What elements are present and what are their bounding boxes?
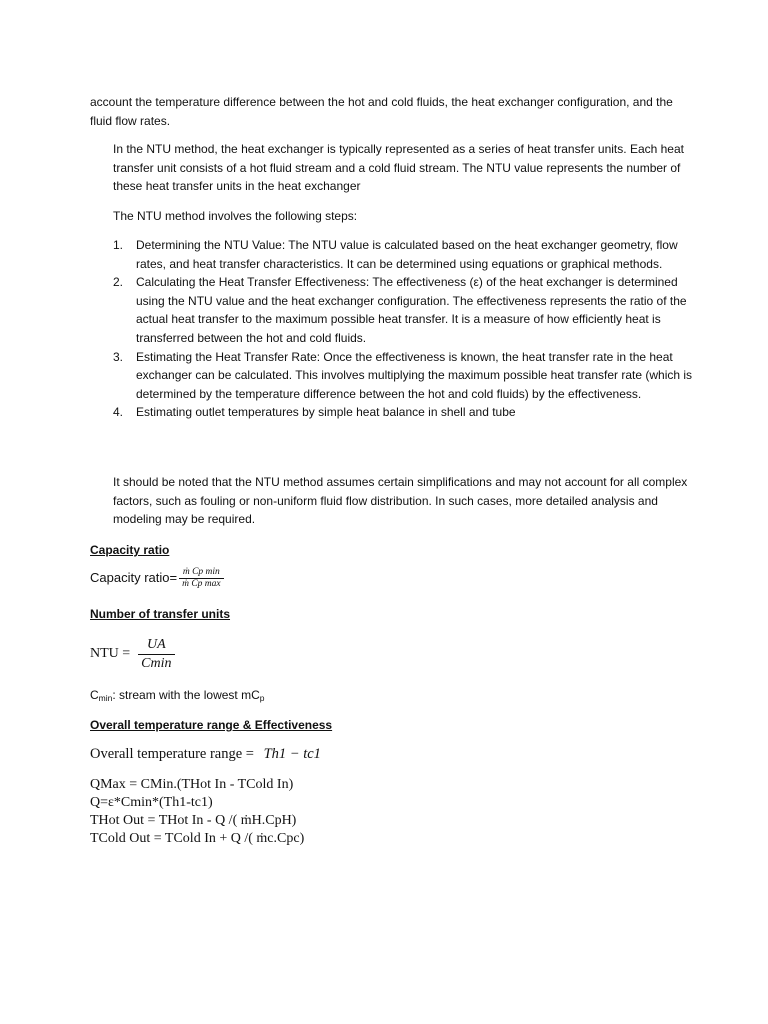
equation-line: THot Out = THot In - Q /( ṁH.CpH) [90, 813, 297, 828]
overall-expression: Th1 − tc1 [263, 746, 321, 762]
capacity-ratio-heading: Capacity ratio [90, 543, 170, 557]
equations-block [90, 776, 304, 848]
ntu-method-paragraph: In the NTU method, the heat exchanger is typically represented as a series of heat transfer units. Each heat transfer unit consists of a hot fluid stream and a cold fluid stream. The NTU value represents the number of these heat transfer units in the heat exchanger [113, 142, 684, 194]
step-text: Determining the NTU Value: The NTU value is calculated based on the heat exchanger geometry, flow rates, and heat transfer characteristics. It can be determined using equations or graphical methods. [136, 238, 678, 271]
steps-list [113, 236, 693, 422]
step-number: 2. [113, 275, 124, 290]
equation-line: QMax = CMin.(THot In - TCold In) [90, 777, 294, 792]
list-item [113, 403, 693, 422]
capacity-ratio-formula [90, 561, 224, 595]
note-paragraph: It should be noted that the NTU method assumes certain simplifications and may not account for all complex factors, such as fouling or non-uniform fluid flow distribution. In such cases, more detailed analysis and modeling may be required. [113, 475, 688, 527]
ntu-lhs: NTU = [90, 646, 131, 661]
ntu-heading: Number of transfer units [90, 607, 231, 621]
step-number: 4. [113, 405, 124, 420]
fraction-denominator: ṁ Cp max [182, 578, 221, 589]
cmin-text-subscript: p [259, 693, 265, 703]
step-text: Calculating the Heat Transfer Effectiveness: The effectiveness (ε) of the heat exchanger is determined using the NTU value and the heat exchanger configuration. The effectiveness represents the ratio of the actual heat transfer to the maximum possible heat transfer. It is a measure of how efficiently heat is transferred between the hot and cold fluids. [136, 275, 687, 345]
capacity-ratio-fraction [179, 567, 224, 590]
intro-paragraph: account the temperature difference between the hot and cold fluids, the heat exchanger configuration, and the fluid flow rates. [90, 95, 673, 128]
capacity-ratio-label: Capacity ratio= [90, 569, 178, 585]
fraction-denominator: Cmin [141, 655, 172, 671]
steps-intro: The NTU method involves the following steps: [113, 209, 358, 223]
ntu-formula [90, 632, 175, 676]
step-number: 3. [113, 349, 124, 364]
step-text: Estimating outlet temperatures by simple heat balance in shell and tube [136, 405, 516, 420]
overall-heading: Overall temperature range & Effectiveness [90, 718, 333, 732]
fraction-numerator: UA [147, 636, 166, 652]
step-text: Estimating the Heat Transfer Rate: Once the effectiveness is known, the heat transfer rate in the heat exchanger can be calculated. This involves multiplying the maximum possible heat transfer rate (which is determined by the temperature difference between the hot and cold fluids) by the effectiveness. [136, 349, 693, 401]
cmin-subscript: min [98, 693, 113, 703]
cmin-symbol: C [90, 688, 99, 702]
list-item [113, 348, 693, 404]
cmin-note [90, 686, 264, 708]
step-number: 1. [113, 238, 124, 252]
list-item [113, 273, 693, 347]
overall-label: Overall temperature range = [90, 746, 254, 762]
cmin-text: : stream with the lowest mC [112, 688, 260, 702]
overall-temperature-range-formula [90, 746, 321, 763]
list-item [113, 236, 693, 273]
equation-line: Q=ε*Cmin*(Th1-tc1) [90, 795, 213, 810]
ntu-fraction [138, 636, 174, 673]
fraction-numerator: ṁ Cp min [182, 566, 220, 577]
equation-line: TCold Out = TCold In + Q /( ṁc.Cpc) [90, 831, 305, 846]
